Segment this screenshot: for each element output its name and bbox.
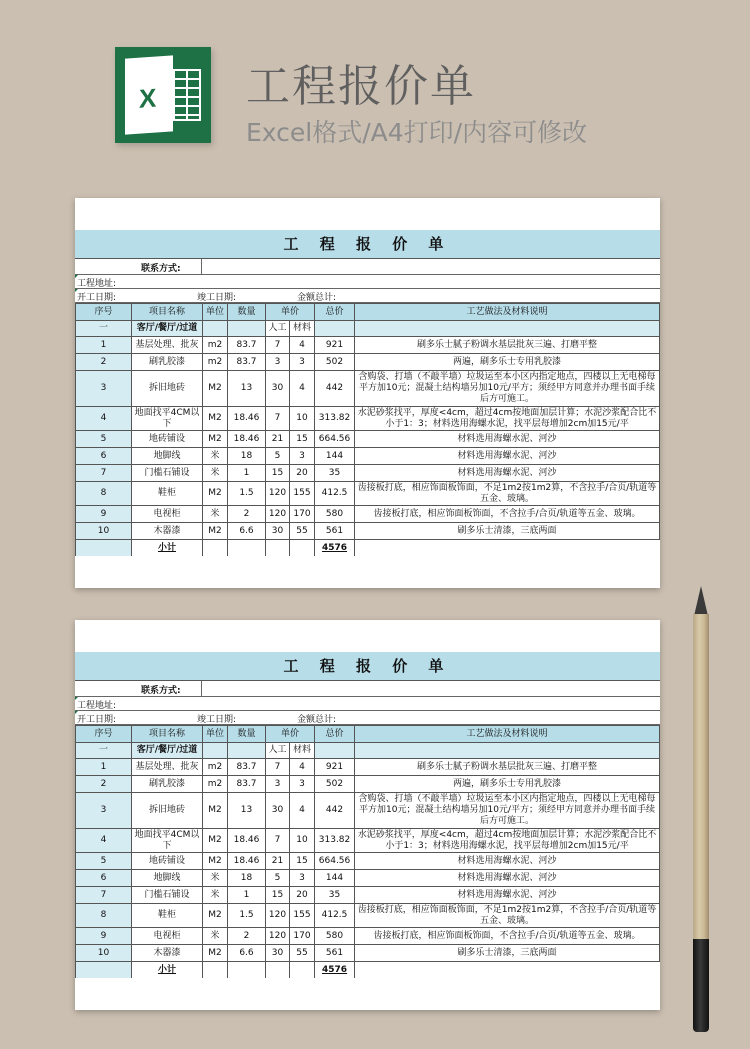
col-header-name: 项目名称	[132, 726, 203, 743]
row-total: 921	[315, 759, 355, 776]
quote-sheet-preview-2	[75, 620, 660, 1010]
row-name: 拆旧地砖	[132, 371, 203, 407]
col-header-desc: 工艺做法及材料说明	[355, 726, 660, 743]
contact-row	[75, 681, 660, 697]
row-material: 55	[290, 523, 315, 540]
subtotal-row	[76, 540, 660, 557]
row-qty: 2	[228, 506, 266, 523]
col-header-total: 总价	[315, 304, 355, 321]
page-title: 工程报价单	[246, 61, 476, 112]
section-seq: 一	[76, 743, 132, 759]
row-unit: M2	[203, 853, 228, 870]
row-name: 地砖铺设	[132, 431, 203, 448]
section-row	[76, 743, 660, 759]
row-name: 拆旧地砖	[132, 793, 203, 829]
row-desc: 刷多乐士腻子粉调水基层批灰三遍、打磨平整	[355, 759, 660, 776]
row-material: 4	[290, 793, 315, 829]
row-labor: 21	[266, 431, 290, 448]
row-seq: 6	[76, 448, 132, 465]
row-total: 144	[315, 870, 355, 887]
row-desc: 材料选用海螺水泥、河沙	[355, 887, 660, 904]
subtotal-label: 小计	[132, 962, 203, 979]
row-name: 刷乳胶漆	[132, 354, 203, 371]
row-labor: 3	[266, 354, 290, 371]
row-unit: 米	[203, 928, 228, 945]
table-row	[76, 793, 660, 829]
empty-cell	[355, 540, 660, 557]
col-header-name: 项目名称	[132, 304, 203, 321]
row-labor: 120	[266, 506, 290, 523]
row-unit: M2	[203, 431, 228, 448]
row-qty: 6.6	[228, 945, 266, 962]
row-name: 地脚线	[132, 870, 203, 887]
row-seq: 4	[76, 829, 132, 853]
address-label: 工程地址:	[77, 279, 117, 289]
row-material: 15	[290, 853, 315, 870]
row-name: 电视柜	[132, 506, 203, 523]
row-labor: 3	[266, 776, 290, 793]
row-total: 580	[315, 928, 355, 945]
row-labor: 7	[266, 759, 290, 776]
row-labor: 7	[266, 337, 290, 354]
col-header-total: 总价	[315, 726, 355, 743]
col-header-qty: 数量	[228, 726, 266, 743]
table-row	[76, 928, 660, 945]
pencil-end	[693, 939, 709, 1032]
row-seq: 7	[76, 465, 132, 482]
row-total: 502	[315, 776, 355, 793]
row-total: 412.5	[315, 482, 355, 506]
row-desc: 齿接板打底，相应饰面板饰面，不足1m2按1m2算，不含拉手/合页/轨道等五金、玻璃。	[355, 904, 660, 928]
dates-row	[75, 289, 660, 303]
row-material: 55	[290, 945, 315, 962]
row-qty: 18.46	[228, 407, 266, 431]
row-unit: M2	[203, 482, 228, 506]
row-qty: 1.5	[228, 904, 266, 928]
table-row	[76, 506, 660, 523]
row-qty: 1	[228, 465, 266, 482]
row-unit: M2	[203, 904, 228, 928]
empty-cell	[76, 540, 132, 557]
start-date-label: 开工日期:	[77, 293, 117, 303]
empty-cell	[228, 743, 266, 759]
excel-logo-icon	[115, 47, 211, 143]
table-row	[76, 431, 660, 448]
row-seq: 2	[76, 354, 132, 371]
address-label: 工程地址:	[77, 701, 117, 711]
row-total: 664.56	[315, 853, 355, 870]
row-seq: 6	[76, 870, 132, 887]
table-row	[76, 870, 660, 887]
col-header-desc: 工艺做法及材料说明	[355, 304, 660, 321]
row-name: 地脚线	[132, 448, 203, 465]
row-name: 鞋柜	[132, 482, 203, 506]
row-unit: 米	[203, 465, 228, 482]
row-desc: 材料选用海螺水泥、河沙	[355, 465, 660, 482]
row-material: 3	[290, 870, 315, 887]
section-row	[76, 321, 660, 337]
row-seq: 5	[76, 853, 132, 870]
row-qty: 1	[228, 887, 266, 904]
empty-cell	[355, 743, 660, 759]
col-header-seq: 序号	[76, 304, 132, 321]
col-header-unit: 单位	[203, 726, 228, 743]
row-total: 313.82	[315, 407, 355, 431]
row-qty: 18	[228, 870, 266, 887]
table-row	[76, 448, 660, 465]
col-header-seq: 序号	[76, 726, 132, 743]
row-seq: 10	[76, 523, 132, 540]
empty-cell	[228, 321, 266, 337]
row-material: 4	[290, 337, 315, 354]
row-total: 442	[315, 371, 355, 407]
row-total: 561	[315, 523, 355, 540]
row-qty: 83.7	[228, 337, 266, 354]
row-desc: 含购袋、打墙（不敲半墙）垃圾运至本小区内指定地点，四楼以上无电梯每平方加10元；混凝土结构墙另加10元/平方；须经甲方同意并办理书面手续后方可施工。	[355, 371, 660, 407]
row-seq: 2	[76, 776, 132, 793]
row-qty: 6.6	[228, 523, 266, 540]
table-row	[76, 853, 660, 870]
row-unit: m2	[203, 354, 228, 371]
row-unit: 米	[203, 870, 228, 887]
row-total: 921	[315, 337, 355, 354]
spreadsheet-grid-icon	[173, 69, 201, 121]
empty-cell	[355, 962, 660, 979]
row-qty: 18.46	[228, 829, 266, 853]
quote-table	[75, 725, 660, 978]
row-qty: 2	[228, 928, 266, 945]
col-header-unit-price: 单价	[266, 726, 315, 743]
sheet-title: 工 程 报 价 单	[75, 652, 660, 681]
row-material: 155	[290, 904, 315, 928]
empty-cell	[203, 962, 228, 979]
section-name: 客厅/餐厅/过道	[132, 321, 203, 337]
row-total: 35	[315, 887, 355, 904]
row-name: 鞋柜	[132, 904, 203, 928]
row-name: 门槛石铺设	[132, 887, 203, 904]
row-unit: m2	[203, 337, 228, 354]
subtotal-row	[76, 962, 660, 979]
row-seq: 3	[76, 371, 132, 407]
col-header-qty: 数量	[228, 304, 266, 321]
row-seq: 8	[76, 904, 132, 928]
row-unit: 米	[203, 448, 228, 465]
table-row	[76, 407, 660, 431]
section-seq: 一	[76, 321, 132, 337]
subtotal-value: 4576	[315, 962, 355, 979]
contact-row	[75, 259, 660, 275]
table-row	[76, 354, 660, 371]
row-labor: 21	[266, 853, 290, 870]
empty-cell	[203, 743, 228, 759]
row-seq: 8	[76, 482, 132, 506]
row-desc: 刷多乐士清漆，三底两面	[355, 945, 660, 962]
row-qty: 18.46	[228, 853, 266, 870]
address-row	[75, 697, 660, 711]
row-name: 刷乳胶漆	[132, 776, 203, 793]
row-total: 35	[315, 465, 355, 482]
empty-cell	[266, 540, 290, 557]
table-row	[76, 904, 660, 928]
row-qty: 13	[228, 371, 266, 407]
row-qty: 1.5	[228, 482, 266, 506]
row-name: 地砖铺设	[132, 853, 203, 870]
row-desc: 齿接板打底，相应饰面板饰面，不含拉手/合页/轨道等五金、玻璃。	[355, 506, 660, 523]
table-row	[76, 945, 660, 962]
row-qty: 13	[228, 793, 266, 829]
row-total: 664.56	[315, 431, 355, 448]
page-header	[0, 0, 750, 180]
row-desc: 刷多乐士腻子粉调水基层批灰三遍、打磨平整	[355, 337, 660, 354]
row-name: 地面找平4CM以下	[132, 829, 203, 853]
row-desc: 两遍，刷多乐士专用乳胶漆	[355, 776, 660, 793]
empty-cell	[76, 962, 132, 979]
pencil-tip	[694, 586, 708, 616]
col-header-material: 材料	[290, 321, 315, 337]
row-desc: 材料选用海螺水泥、河沙	[355, 448, 660, 465]
row-unit: M2	[203, 371, 228, 407]
row-qty: 83.7	[228, 759, 266, 776]
table-row	[76, 776, 660, 793]
row-seq: 9	[76, 506, 132, 523]
row-unit: M2	[203, 945, 228, 962]
table-header-row	[76, 304, 660, 321]
row-material: 10	[290, 829, 315, 853]
row-total: 144	[315, 448, 355, 465]
row-material: 20	[290, 465, 315, 482]
col-header-unit: 单位	[203, 304, 228, 321]
row-name: 门槛石铺设	[132, 465, 203, 482]
row-desc: 两遍，刷多乐士专用乳胶漆	[355, 354, 660, 371]
row-material: 20	[290, 887, 315, 904]
sheet-title: 工 程 报 价 单	[75, 230, 660, 259]
section-name: 客厅/餐厅/过道	[132, 743, 203, 759]
end-date-label: 竣工日期:	[197, 293, 237, 303]
table-row	[76, 337, 660, 354]
row-material: 4	[290, 759, 315, 776]
start-date-label: 开工日期:	[77, 715, 117, 725]
row-seq: 7	[76, 887, 132, 904]
row-unit: M2	[203, 829, 228, 853]
table-row	[76, 523, 660, 540]
quote-table	[75, 303, 660, 556]
row-material: 3	[290, 776, 315, 793]
empty-cell	[315, 743, 355, 759]
row-name: 木器漆	[132, 523, 203, 540]
empty-cell	[228, 962, 266, 979]
row-material: 4	[290, 371, 315, 407]
row-seq: 4	[76, 407, 132, 431]
subtotal-label: 小计	[132, 540, 203, 557]
empty-cell	[355, 321, 660, 337]
row-desc: 水泥砂浆找平，厚度<4cm，超过4cm按地面加层计算；水泥沙浆配合比不小于1：3；材料选用海螺水泥，找平层每增加2cm加15元/平	[355, 407, 660, 431]
pencil-decoration-icon	[692, 586, 710, 1032]
address-row	[75, 275, 660, 289]
row-qty: 83.7	[228, 776, 266, 793]
row-labor: 120	[266, 482, 290, 506]
table-row	[76, 465, 660, 482]
row-name: 电视柜	[132, 928, 203, 945]
row-seq: 10	[76, 945, 132, 962]
table-header-row	[76, 726, 660, 743]
row-material: 15	[290, 431, 315, 448]
row-labor: 30	[266, 793, 290, 829]
row-total: 442	[315, 793, 355, 829]
row-name: 木器漆	[132, 945, 203, 962]
row-qty: 18.46	[228, 431, 266, 448]
row-name: 基层处理、批灰	[132, 337, 203, 354]
empty-cell	[203, 321, 228, 337]
row-seq: 1	[76, 337, 132, 354]
row-labor: 15	[266, 465, 290, 482]
pencil-body	[693, 614, 709, 939]
cell-divider	[201, 259, 202, 275]
total-amount-label: 金额总计:	[297, 293, 337, 303]
empty-cell	[315, 321, 355, 337]
table-row	[76, 482, 660, 506]
row-seq: 9	[76, 928, 132, 945]
row-total: 580	[315, 506, 355, 523]
col-header-labor: 人工	[266, 743, 290, 759]
row-material: 170	[290, 506, 315, 523]
row-total: 412.5	[315, 904, 355, 928]
row-labor: 5	[266, 870, 290, 887]
row-material: 10	[290, 407, 315, 431]
row-desc: 齿接板打底，相应饰面板饰面，不足1m2按1m2算，不含拉手/合页/轨道等五金、玻璃。	[355, 482, 660, 506]
end-date-label: 竣工日期:	[197, 715, 237, 725]
row-qty: 18	[228, 448, 266, 465]
row-desc: 含购袋、打墙（不敲半墙）垃圾运至本小区内指定地点，四楼以上无电梯每平方加10元；混凝土结构墙另加10元/平方；须经甲方同意并办理书面手续后方可施工。	[355, 793, 660, 829]
col-header-labor: 人工	[266, 321, 290, 337]
page-subtitle: Excel格式/A4打印/内容可修改	[246, 118, 588, 147]
row-material: 3	[290, 448, 315, 465]
col-header-material: 材料	[290, 743, 315, 759]
row-labor: 7	[266, 829, 290, 853]
row-labor: 120	[266, 904, 290, 928]
row-labor: 5	[266, 448, 290, 465]
empty-cell	[203, 540, 228, 557]
row-unit: M2	[203, 523, 228, 540]
row-labor: 15	[266, 887, 290, 904]
col-header-unit-price: 单价	[266, 304, 315, 321]
row-desc: 材料选用海螺水泥、河沙	[355, 853, 660, 870]
row-labor: 30	[266, 945, 290, 962]
empty-cell	[290, 962, 315, 979]
empty-cell	[266, 962, 290, 979]
row-seq: 3	[76, 793, 132, 829]
row-material: 3	[290, 354, 315, 371]
contact-label: 联系方式:	[141, 264, 181, 274]
contact-label: 联系方式:	[141, 686, 181, 696]
row-unit: 米	[203, 506, 228, 523]
row-labor: 30	[266, 371, 290, 407]
table-row	[76, 887, 660, 904]
row-unit: m2	[203, 776, 228, 793]
row-seq: 5	[76, 431, 132, 448]
row-desc: 齿接板打底，相应饰面板饰面，不含拉手/合页/轨道等五金、玻璃。	[355, 928, 660, 945]
table-row	[76, 759, 660, 776]
row-labor: 7	[266, 407, 290, 431]
empty-cell	[290, 540, 315, 557]
row-unit: M2	[203, 793, 228, 829]
table-row	[76, 371, 660, 407]
row-material: 170	[290, 928, 315, 945]
total-amount-label: 金额总计:	[297, 715, 337, 725]
row-total: 502	[315, 354, 355, 371]
quote-sheet-preview-1	[75, 198, 660, 588]
row-qty: 83.7	[228, 354, 266, 371]
dates-row	[75, 711, 660, 725]
row-total: 313.82	[315, 829, 355, 853]
row-desc: 材料选用海螺水泥、河沙	[355, 431, 660, 448]
row-name: 地面找平4CM以下	[132, 407, 203, 431]
row-desc: 水泥砂浆找平，厚度<4cm，超过4cm按地面加层计算；水泥沙浆配合比不小于1：3；材料选用海螺水泥，找平层每增加2cm加15元/平	[355, 829, 660, 853]
row-seq: 1	[76, 759, 132, 776]
cell-divider	[201, 681, 202, 697]
row-unit: m2	[203, 759, 228, 776]
row-name: 基层处理、批灰	[132, 759, 203, 776]
subtotal-value: 4576	[315, 540, 355, 557]
row-unit: M2	[203, 407, 228, 431]
row-desc: 材料选用海螺水泥、河沙	[355, 870, 660, 887]
row-unit: 米	[203, 887, 228, 904]
empty-cell	[228, 540, 266, 557]
excel-logo-letter: X	[139, 82, 157, 114]
row-desc: 刷多乐士清漆，三底两面	[355, 523, 660, 540]
row-material: 155	[290, 482, 315, 506]
table-row	[76, 829, 660, 853]
row-labor: 120	[266, 928, 290, 945]
row-labor: 30	[266, 523, 290, 540]
row-total: 561	[315, 945, 355, 962]
